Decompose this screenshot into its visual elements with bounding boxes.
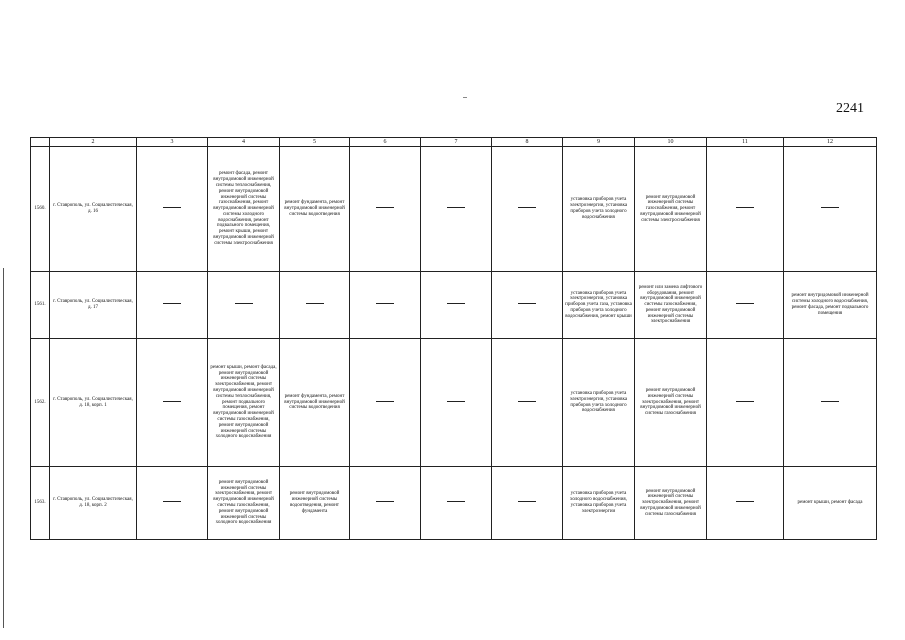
works-col5: ремонт внутридомовой инженерной системы водоотведения, ремонт фундамента [280,467,350,540]
works-col10: ремонт внутридомовой инженерной системы газоснабжения, ремонт внутридомовой инженерной системы электроснабжения [635,147,707,272]
row-number: 1563. [31,467,50,540]
dash-cell [492,147,563,272]
table-row [31,339,877,467]
scan-edge-line [3,268,4,628]
works-col5: ремонт фундамента, ремонт внутридомовой инженерной системы водоотведения [280,147,350,272]
dash-cell [492,272,563,339]
dash-cell [707,339,784,467]
table-row [31,467,877,540]
dash-cell [492,467,563,540]
row-number: 1560. [31,147,50,272]
works-col10: ремонт внутридомовой инженерной системы электроснабжения, ремонт внутридомовой инженерной системы газоснабжения [635,339,707,467]
works-col9: установка приборов учета электроэнергии, установка приборов учета газа, установка приборов учета холодного водоснабжения, ремонт крыши [563,272,635,339]
works-col10: ремонт или замена лифтового оборудования, ремонт внутридомовой инженерной системы газоснабжения, ремонт внутридомовой инженерной системы электроснабжения [635,272,707,339]
header-cell: 10 [635,138,707,147]
header-cell: 11 [707,138,784,147]
works-col4: ремонт внутридомовой инженерной системы электроснабжения, ремонт внутридомовой инженерной системы газоснабжения, ремонт внутридомовой инженерной системы холодного водоснабжения [208,467,280,540]
scan-speck [463,97,467,98]
works-col4: ремонт крыши, ремонт фасада, ремонт внутридомовой инженерной системы электроснабжения, ремонт внутридомовой инженерной системы теплоснабжения, ремонт подвального помещения, ремонт внутридомовой инженерной системы газоснабжения, ремонт внутридомовой инженерной системы холодного водоснабжения [208,339,280,467]
table-row [31,147,877,272]
dash-cell [707,272,784,339]
works-col4: ремонт фасада, ремонт внутридомовой инженерной системы теплоснабжения, ремонт внутридомовой инженерной системы газоснабжения, ремонт внутридомовой инженерной системы холодного водоснабжения, ремонт подвального помещения, ремонт крыши, ремонт внутридомовой инженерной системы электроснабжения [208,147,280,272]
dash-cell [784,339,877,467]
page-number: 2241 [836,101,864,116]
header-cell: 2 [50,138,137,147]
dash-cell [137,339,208,467]
dash-cell [137,467,208,540]
column-number-header [31,138,877,147]
header-cell: 12 [784,138,877,147]
dash-cell [707,147,784,272]
row-address: г. Ставрополь, ул. Социалистическая, д. 18, корп. 2 [50,467,137,540]
header-cell: 7 [421,138,492,147]
works-col9: установка приборов учета холодного водоснабжения, установка приборов учета электроэнергии [563,467,635,540]
header-cell: 9 [563,138,635,147]
dash-cell [421,339,492,467]
dash-cell [421,467,492,540]
dash-cell [707,467,784,540]
works-col9: установка приборов учета электроэнергии, установка приборов учета холодного водоснабжения [563,339,635,467]
dash-cell [208,272,280,339]
row-number: 1562. [31,339,50,467]
row-address: г. Ставрополь, ул. Социалистическая, д. 18, корп. 1 [50,339,137,467]
row-address: г. Ставрополь, ул. Социалистическая, д. 17 [50,272,137,339]
dash-cell [350,147,421,272]
dash-cell [421,272,492,339]
dash-cell [350,467,421,540]
header-cell: 6 [350,138,421,147]
header-cell: 8 [492,138,563,147]
dash-cell [350,339,421,467]
dash-cell [784,147,877,272]
header-cell: 5 [280,138,350,147]
works-col12: ремонт крыши, ремонт фасада [784,467,877,540]
dash-cell [421,147,492,272]
dash-cell [350,272,421,339]
dash-cell [137,147,208,272]
dash-cell [492,339,563,467]
dash-cell [280,272,350,339]
header-cell: 3 [137,138,208,147]
works-col9: установка приборов учета электроэнергии, установка приборов учета холодного водоснабжения [563,147,635,272]
dash-cell [137,272,208,339]
works-col12: ремонт внутридомовой инженерной системы холодного водоснабжения, ремонт фасада, ремонт подвального помещения [784,272,877,339]
table-row [31,272,877,339]
works-col5: ремонт фундамента, ремонт внутридомовой инженерной системы водоотведения [280,339,350,467]
row-address: г. Ставрополь, ул. Социалистическая, д. 16 [50,147,137,272]
header-cell-empty [31,138,50,147]
works-col10: ремонт внутридомовой инженерной системы электроснабжения, ремонт внутридомовой инженерной системы газоснабжения [635,467,707,540]
row-number: 1561. [31,272,50,339]
header-cell: 4 [208,138,280,147]
register-table [30,137,877,540]
